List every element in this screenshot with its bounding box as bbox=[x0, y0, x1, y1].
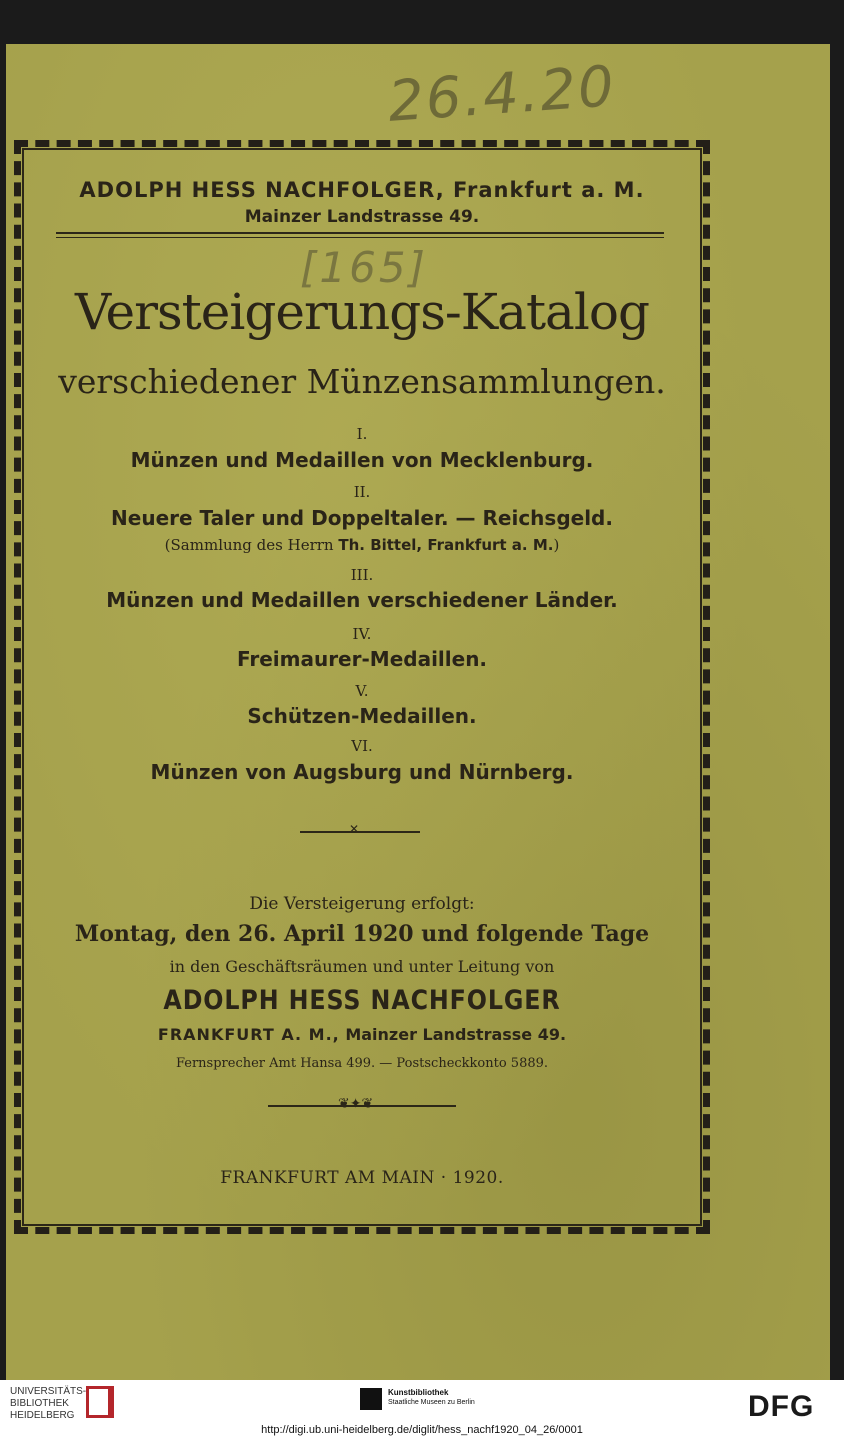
library-line: UNIVERSITÄTS- bbox=[10, 1386, 87, 1397]
publisher-address: Mainzer Landstrasse 49. bbox=[244, 207, 480, 227]
kunstbibliothek-logo-icon bbox=[360, 1388, 382, 1410]
ornament-icon: ✕ bbox=[349, 822, 360, 836]
auction-intro: Die Versteigerung erfolgt: bbox=[249, 894, 475, 914]
ub-logo-icon bbox=[86, 1386, 114, 1418]
section-number: II. bbox=[353, 483, 371, 501]
library-line: HEIDELBERG bbox=[10, 1410, 75, 1421]
section-title: Schützen-Medaillen. bbox=[247, 704, 477, 728]
section-number: VI. bbox=[351, 737, 373, 755]
auction-date: Montag, den 26. April 1920 und folgende Tage bbox=[74, 921, 650, 947]
ornament-icon: ❦✦❦ bbox=[338, 1096, 374, 1112]
section-number: IV. bbox=[352, 625, 372, 643]
section-title: Münzen und Medaillen verschiedener Länder. bbox=[106, 588, 618, 612]
ornament-rule bbox=[300, 831, 420, 833]
publisher-line: ADOLPH HESS NACHFOLGER, Frankfurt a. M. bbox=[79, 178, 645, 202]
section-number: III. bbox=[350, 566, 374, 584]
source-url[interactable]: http://digi.ub.uni-heidelberg.de/diglit/hess_nachf1920_04_26/0001 bbox=[261, 1424, 583, 1436]
kb-subtitle: Staatliche Museen zu Berlin bbox=[388, 1399, 475, 1406]
catalog-title: Versteigerungs-Katalog bbox=[75, 283, 649, 341]
section-title: Münzen und Medaillen von Mecklenburg. bbox=[130, 448, 594, 472]
section-title: Freimaurer-Medaillen. bbox=[236, 647, 488, 671]
note-prefix: (Sammlung des Herrn bbox=[164, 536, 339, 554]
section-title: Neuere Taler und Doppeltaler. — Reichsgeld. bbox=[111, 506, 613, 530]
note-collector: Th. Bittel, Frankfurt a. M. bbox=[338, 536, 554, 554]
firm-street: Mainzer Landstrasse 49. bbox=[339, 1025, 567, 1044]
firm-city: FRANKFURT A. M., bbox=[157, 1025, 340, 1044]
section-number: V. bbox=[355, 682, 369, 700]
library-line: BIBLIOTHEK bbox=[10, 1398, 69, 1409]
catalog-subtitle: verschiedener Münzensammlungen. bbox=[58, 362, 666, 401]
note-suffix: ) bbox=[553, 536, 560, 554]
auction-place: in den Geschäftsräumen und unter Leitung von bbox=[169, 957, 555, 976]
dfg-logo: DFG bbox=[748, 1390, 815, 1423]
section-number: I. bbox=[356, 425, 368, 443]
kb-title: Kunstbibliothek bbox=[388, 1388, 449, 1397]
section-note bbox=[14, 536, 710, 554]
section-title: Münzen von Augsburg und Nürnberg. bbox=[150, 760, 574, 784]
auction-firm-address bbox=[14, 1025, 710, 1044]
handwritten-number: [165] bbox=[300, 243, 428, 292]
kunstbibliothek-text bbox=[388, 1388, 475, 1407]
digitization-footer bbox=[0, 1380, 844, 1441]
ub-heidelberg-logo bbox=[10, 1386, 86, 1422]
auction-firm: ADOLPH HESS NACHFOLGER bbox=[163, 985, 561, 1016]
header-rule bbox=[56, 232, 664, 238]
handwritten-date: 26.4.20 bbox=[386, 54, 618, 135]
auction-contact: Fernsprecher Amt Hansa 499. — Postscheckkonto 5889. bbox=[175, 1056, 549, 1071]
imprint: FRANKFURT AM MAIN · 1920. bbox=[220, 1168, 504, 1188]
